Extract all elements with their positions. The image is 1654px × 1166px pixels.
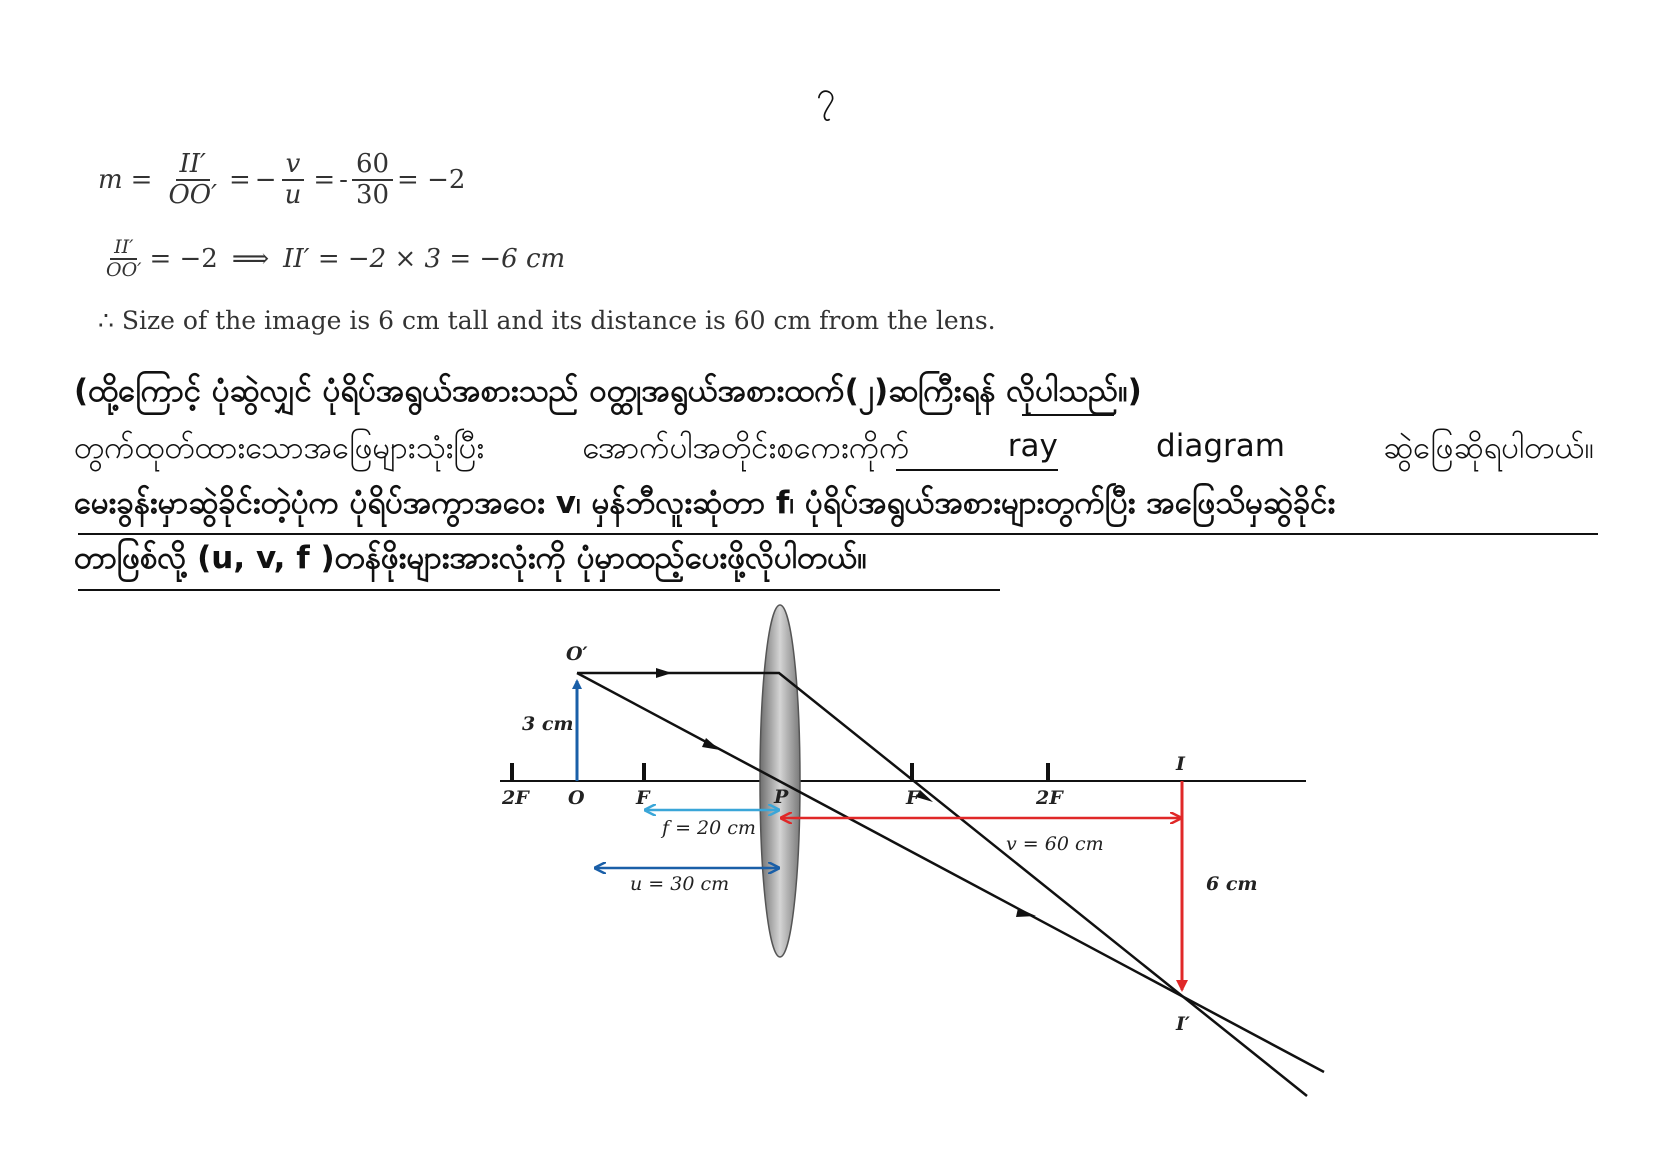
label-focal-length: f = 20 cm <box>662 817 756 839</box>
label-i-top: I <box>1176 753 1185 775</box>
eq2-numerator: II′ <box>110 237 137 260</box>
conclusion-text: ∴ Size of the image is 6 cm tall and its distance is 60 cm from the lens. <box>98 306 996 335</box>
label-2f-left: 2F <box>502 787 529 809</box>
eq1-frac3-denominator: 30 <box>355 179 390 210</box>
eq1-frac1-denominator: OO′ <box>168 179 217 210</box>
eq2-rhs: II′ = −2 × 3 = −6 cm <box>283 243 566 274</box>
label-image-distance: v = 60 cm <box>1006 833 1104 855</box>
eq1-frac2-numerator: v <box>282 150 305 181</box>
eq1-frac2-denominator: u <box>284 179 302 210</box>
label-object-top: O′ <box>566 643 588 665</box>
eq1-equals: = <box>130 164 153 195</box>
label-p: P <box>774 786 789 808</box>
eq2-denominator: OO′ <box>106 258 142 281</box>
eq1-negative-sign-1: − <box>254 164 277 195</box>
burmese-line-1: (ထို့ကြောင့် ပုံဆွဲလျှင် ပုံရိပ်အရွယ်အစားသည် ဝတ္ထုအရွယ်အစားထက်(၂)ဆကြီးရန် လိုပါသည်။) <box>74 373 1142 409</box>
burmese-line-2-part-2: အောက်ပါအတိုင်းစကေးကိုက် <box>582 430 910 466</box>
label-object-height: 3 cm <box>522 713 574 735</box>
burmese-line-2-part-5: ဆွဲဖြေဆိုရပါတယ်။ <box>1383 430 1594 466</box>
burmese-line-2-part-3: ray <box>1007 428 1058 464</box>
label-f-left: F <box>636 787 650 809</box>
eq1-result: = −2 <box>397 164 466 195</box>
label-i-bottom: I′ <box>1176 1013 1190 1035</box>
eq1-lhs: m <box>98 164 123 195</box>
burmese-line-3: မေးခွန်းမှာဆွဲခိုင်းတဲ့ပုံက ပုံရိပ်အကွာအဝေး v၊ မှန်ဘီလူးဆုံတာ f၊ ပုံရိပ်အရွယ်အစားများတွက်ပြီး အဖြေသိမှဆွဲခိုင်း <box>74 485 1336 521</box>
eq1-frac1-numerator: II′ <box>176 150 210 181</box>
label-object-distance: u = 30 cm <box>630 873 730 895</box>
burmese-line-4: တာဖြစ်လို့ (u, v, f )တန်ဖိုးများအားလုံးကို ပုံမှာထည့်ပေးဖို့လိုပါတယ်။ <box>74 540 867 576</box>
eq2-middle: = −2 <box>149 243 218 274</box>
eq1-negative-sign-2: - <box>339 164 348 195</box>
implies-symbol: ⟹ <box>231 243 270 274</box>
label-image-height: 6 cm <box>1206 873 1258 895</box>
ray-arrow-1 <box>656 668 672 678</box>
label-o: O <box>568 787 585 809</box>
eq1-frac3-numerator: 60 <box>352 150 393 181</box>
burmese-line-2-part-4: diagram <box>1156 428 1285 464</box>
label-f-right: F <box>906 787 920 809</box>
magnification-equation: m = $\frac{II'}{OO'}$ = − $\frac{v}{u}$ = - $\frac{60}{30}$ = −2 <box>98 149 466 210</box>
page-number: ၇ <box>816 75 836 115</box>
label-2f-right: 2F <box>1036 787 1063 809</box>
burmese-line-2-part-1: တွက်ထုတ်ထားသောအဖြေများသုံးပြီး <box>74 430 485 466</box>
ray-arrow-4 <box>1016 908 1036 917</box>
